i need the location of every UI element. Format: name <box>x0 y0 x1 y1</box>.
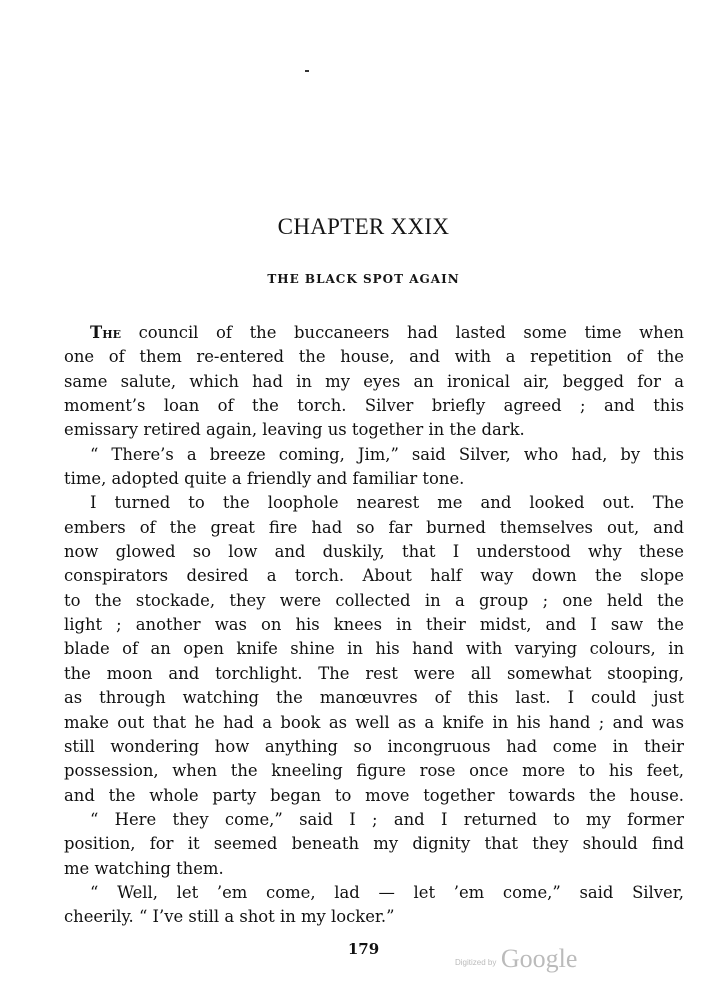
text-line: still wondering how anything so incongruous had come in their <box>64 736 684 756</box>
page-number: 179 <box>347 940 380 958</box>
text-line: possession, when the kneeling figure rose once more to his feet, <box>64 761 684 781</box>
text-line: “ Well, let ’em come, lad — let ’em come,” said Silver, <box>90 882 684 902</box>
text-line: one of them re-entered the house, and with a repetition of the <box>64 347 684 367</box>
printing-speck <box>305 70 309 72</box>
text-line: same salute, which had in my eyes an ironical air, begged for a <box>64 371 684 391</box>
text-line: “ There’s a breeze coming, Jim,” said Silver, who had, by this <box>90 444 684 464</box>
text-line: light ; another was on his knees in their midst, and I saw the <box>64 615 684 635</box>
text-line: to the stockade, they were collected in a group ; one held the <box>64 590 684 610</box>
text-line: the moon and torchlight. The rest were all somewhat stooping, <box>64 663 684 683</box>
opening-word: The <box>90 323 121 342</box>
text-line: moment’s loan of the torch. Silver briefly agreed ; and this <box>64 396 684 416</box>
google-logo: Google <box>500 944 578 973</box>
text-line-content: council of the buccaneers had lasted some time when <box>120 323 684 342</box>
text-line: conspirators desired a torch. About half way down the slope <box>64 566 684 586</box>
text-line: I turned to the loophole nearest me and looked out. The <box>90 493 684 513</box>
body-text <box>64 321 684 930</box>
digitized-watermark <box>455 944 577 974</box>
text-line: position, for it seemed beneath my dignity that they should find <box>64 834 684 854</box>
text-line: emissary retired again, leaving us together in the dark. <box>64 420 525 440</box>
text-line: embers of the great fire had so far burned themselves out, and <box>64 517 684 537</box>
chapter-title: CHAPTER XXIX <box>277 214 450 239</box>
text-line: “ Here they come,” said I ; and I returned to my former <box>90 809 684 829</box>
text-line <box>64 321 684 345</box>
text-line: me watching them. <box>64 858 224 878</box>
text-line: and the whole party began to move together towards the house. <box>64 785 684 805</box>
text-line: time, adopted quite a friendly and familiar tone. <box>64 469 465 489</box>
text-line: as through watching the manœuvres of this last. I could just <box>64 688 684 708</box>
chapter-subtitle: THE BLACK SPOT AGAIN <box>267 272 460 286</box>
text-line: make out that he had a book as well as a knife in his hand ; and was <box>64 712 684 732</box>
watermark-prefix: Digitized by <box>455 958 497 967</box>
text-line: blade of an open knife shine in his hand with varying colours, in <box>64 639 684 659</box>
text-line: now glowed so low and duskily, that I understood why these <box>64 542 684 562</box>
text-line: cheerily. “ I’ve still a shot in my locker.” <box>64 907 395 927</box>
